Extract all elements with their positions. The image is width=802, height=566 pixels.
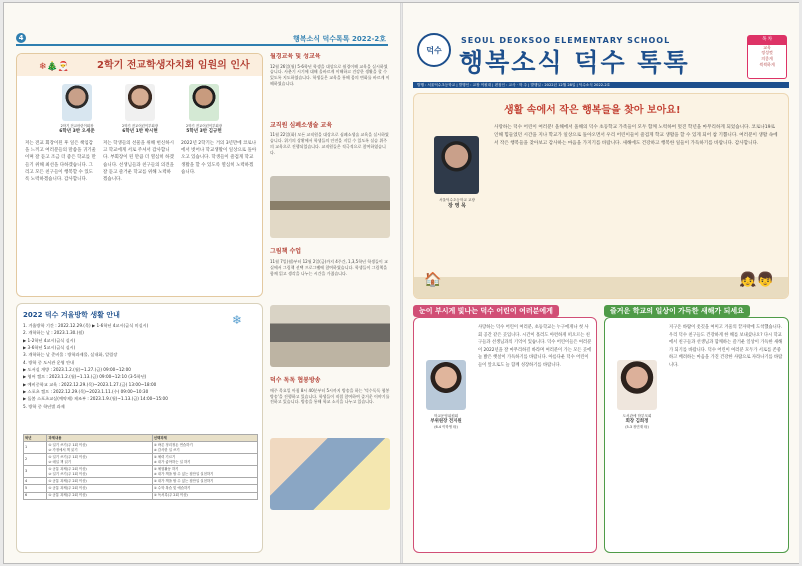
council-section (16, 53, 263, 297)
winter-item: ▶ 1-2학년 4교시(급식 실시) (23, 337, 76, 343)
greeting-section (413, 93, 789, 299)
table-cell: ① 일기 쓰기(주 1회 이상) ② 매일 책 읽기 (47, 454, 152, 466)
teacher2-section (604, 317, 789, 553)
table-cell: ① 공통 과제(주 2회 이상) (47, 485, 152, 492)
table-cell: 2 (24, 454, 47, 466)
school-seal-logo (417, 33, 451, 67)
teacher2-text: 지구온 바람이 옷깃을 여미고 겨울의 끝자락에 도착했습니다. 우리 덕수 친구들도 건강하게 한 해를 보내셨나요? 다시 학교에서 친구들과 선생님과 함께하는 즐거운 일상이 가득한 새해가 되기를 바랍니다. 덕수 어린이 여러분 모두가 서로를 존중하고 배려하는 마음을 가진 건강한 사람으로 자라나기를 바랍니다. (669, 325, 783, 368)
index-item: 교육 (763, 44, 771, 50)
table-cell: ① 바른 정리정돈 연습하기 ② 감사한 일 쓰기 (152, 442, 257, 454)
winter-item: 3. 개학하는 날 준비물 : 방학과제물, 실내화, 알림장 (23, 352, 118, 358)
winter-item: ▶ 영어 캠프 : 2023.1.2.(월)~1.13.(금) 09:00~12:10 (3-5학년) (23, 374, 147, 380)
table-row (24, 454, 258, 466)
news2-text: 11월 22일(화) 모든 교직원을 대상으로 심폐소생술 교육을 실시하였습니다. 위기의 상황에서 학생들의 안전을 지킬 수 있도록 실습 위주의 교육으로 진행되었습니다. 교직원들은 적극적으로 참여하였습니다. (270, 132, 389, 155)
table-header: 과제내용 (47, 435, 152, 442)
council-member-1-name: 6학년 3반 오세준 (59, 129, 95, 134)
kids-icon: 🏠 (424, 272, 442, 288)
table-cell: 1 (24, 442, 47, 454)
council-member-2-role: 2학기 전교어린이부회장 (122, 124, 158, 128)
teacher1-text: 사랑하는 덕수 어린이 여러분, 초등학교는 누구에게나 첫 사회 공간 같은 곳입니다. 시간이 흘러도 아련하게 떠오르는 친구들과 선생님과의 기억이 있습니다. 덕수 어린이들은 여러분이 2022년을 잘 마무리하길 바라며 여러분이 가는 모든 곳에 늘 밝은 햇살이 가득하기를 바랍니다. 아름다운 덕수 어린이들이 앞으로도 늘 함께 성장하기를 바랍니다. (478, 325, 592, 368)
winter-section (16, 303, 263, 553)
homework-table (23, 434, 258, 500)
council-banner (17, 54, 263, 76)
teacher2-title: 즐거운 학교의 일상이 가득한 새해가 되세요 (604, 305, 750, 317)
council-photo-3 (189, 84, 219, 121)
table-header: 학년 (24, 435, 47, 442)
council-member-3-name: 5학년 3반 김규헌 (186, 129, 222, 134)
winter-item: ▶ 스포츠 캠프 : 2022.12.29.(목)~2023.1.11.(수) 09:00~10:30 (23, 389, 149, 395)
table-cell: ① 공통 과제(주 2회 이상) (47, 492, 152, 499)
table-row (24, 478, 258, 485)
index-head: 목 차 (748, 36, 786, 45)
winter-item: ▶ 도서실 개방 : 2023.1.2.(월)~1.27.(금) 09:00~12:00 (23, 367, 131, 373)
index-item: 의좋게 (761, 56, 773, 62)
snowflake-icon: ❄ (232, 313, 243, 327)
table-row (24, 485, 258, 492)
issue-info-bar: 발행 : 서울덕수초등학교 | 발행인 : 교장 이원대 | 편집인 : 교사 · 학 주 | 발행일 : 2022년 12월 28일 | 덕수소식 2022-2호 (413, 82, 789, 88)
kids-icon: 👧👦 (739, 272, 774, 288)
index-item: 씩씩하게 (759, 61, 775, 67)
christmas-decoration-icon: ❄🎄🎅 (39, 62, 69, 72)
winter-item: ▶ 예비중학교 교육 : 2022.12.29.(목)~2023.1.27.(금) 13:00~18:00 (23, 381, 157, 387)
broadcast-photo (270, 438, 390, 510)
children-illustration (414, 268, 789, 298)
index-item: 정성껏 (761, 50, 773, 56)
newsletter-spread (3, 2, 799, 564)
news1-title: 월경교육 및 성교육 (270, 53, 321, 60)
table-cell: 3 (24, 466, 47, 478)
principal-name: 장 영 목 (448, 203, 466, 209)
table-cell: ① 독서록(주 2회 이상) (152, 492, 257, 499)
table-row (24, 466, 258, 478)
header-rule (16, 44, 388, 46)
index-box (747, 35, 787, 79)
news2-title: 교직원 심폐소생술 교육 (270, 121, 333, 129)
winter-item: ▶ 3-6학년 5교시(급식 실시) (23, 345, 76, 351)
news3-text: 11월 7일(월)부터 12월 2일(금)까지 4주간, 1,3,5학년 학생들이 교실에서 그림책 선택 프로그램에 참여하였습니다. 학생들이 그림책을 함께 읽고 생각을 나누는 시간을 가졌습니다. (270, 259, 388, 276)
principal-photo (434, 136, 479, 194)
teacher2-caption: 도서관에 학부모회 (622, 414, 652, 418)
news1-text: 12월 26일(월) 5-6학년 학생을 대상으로 월경이해 교육을 실시하였습니다. 사춘기 시기에 대해 올바르게 이해하고 건강한 생활을 할 수 있도록 지도하였습니다. 학생들은 교육을 통해 몸의 변화를 바르게 이해하였습니다. (270, 63, 390, 87)
council-photo-1 (62, 84, 92, 121)
winter-items (23, 322, 233, 410)
left-page (4, 3, 400, 563)
table-header: 선택과제 (152, 435, 257, 442)
table-cell: ① 수학 복습 및 예습하기 (152, 485, 257, 492)
council-member-2-name: 6학년 1반 박시현 (122, 129, 158, 134)
news4-text: 매주 목요일 아침 8시 40분부터 5시까지 방송을 하는 '덕수독독 협봉방송'을 진행하고 있습니다. 학생들이 직접 참여하여 즐거운 이야기를 전하고 있습니다. 방송을 통해 학교 소식을 나누고 있습니다. (270, 387, 390, 405)
news-column (270, 53, 390, 553)
teacher1-title: 눈이 부시게 빛나는 덕수 어린이 여러분에게 (413, 305, 559, 317)
teacher1-sub: (6-4 이학생 母) (434, 425, 458, 429)
news3-title: 그림책 수업 (270, 248, 302, 256)
teacher2-sub: (5-3 장민재 母) (625, 425, 649, 429)
teacher2-photo (617, 360, 657, 410)
council-text-1: 저는 전교 회장이된 후 일은 책임감을 느끼고 여러분들의 말씀을 귀기울이며 잘 듣고 조금 더 좋은 학교를 만들기 위해 최선을 다하겠습니다. 그리고 모든 친구들이 행복할 수 있도록 노력하겠습니다. 감사합니다. (25, 141, 96, 182)
table-cell: ① 공통 과제(주 2회 이상) ② 일기 쓰기(주 1회 이상) (47, 466, 152, 478)
newsletter-title: 행복소식 덕수 톡톡 (459, 48, 690, 77)
winter-item: ▶ 돌봄 스포츠교실(예약제) 제조부 : 2023.1.9.(월)~1.13.(금) 14:00~15:00 (23, 396, 168, 402)
council-member-1-role: 2학기 전교어린이회장 (60, 124, 94, 128)
homework-table-wrap (23, 434, 258, 500)
cpr-photo (270, 176, 390, 238)
greeting-text: 사랑하는 덕수 어린이 여러분! 올해에서 올해의 덕수 초등학교 가족들이 모두 함께 노력하여 멋진 학년을 마무리하게 되었습니다. 코로나19로 인해 힘들었던 시간을 지나 학교가 일상으로 돌아오면서 우리 어린이들이 즐겁게 학교 생활을 할 수 있게 되어 참 기쁩니다. 여러분이 생활 속에서 작은 행복들을 찾아보고 감사하는 마음을 가지기를 바랍니다. 새해에도 건강하고 행복한 일들이 가득하기를 바랍니다. 감사합니다. (494, 125, 778, 147)
teacher1-caption: 학교운영위원회 (433, 414, 459, 418)
greeting-title: 생활 속에서 작은 행복들을 찾아 보아요! (504, 105, 681, 116)
table-cell: ① 체력 기르기 ② 내가 좋아하는 일 하기 (152, 454, 257, 466)
council-text-2: 저는 학생들의 선물을 위해 헌신하시고 학교에게 서로 주셔서 감사합니다. 부회장이 된 만큼 더 열심히 하겠습니다. 선생님들과 친구들의 의견을 잘 듣고 즐거운 학교를 위해 노력하겠습니다. (103, 141, 174, 182)
council-text-3: 2022년 2학기는 거의 3년만에 코로나에서 벗어나 학교생활이 일상으로 돌아오고 있습니다. 학생들이 즐겁게 학교생활을 할 수 있도록 열심히 노력하겠습니다. (181, 141, 257, 175)
principal-caption: 서울덕수초등학교 교장 (439, 198, 475, 202)
council-member-3-role: 2학기 전교어린이부회장 (186, 124, 222, 128)
table-cell: 6 (24, 492, 47, 499)
teacher1-photo (426, 360, 466, 410)
council-title: 2학기 전교학생자치회 임원의 인사 (97, 60, 250, 71)
page-number: 4 (16, 33, 26, 43)
right-page (403, 3, 799, 563)
teacher2-name: 회장 김희정 (625, 419, 649, 424)
running-head: 행복소식 덕수톡톡 2022-2호 (293, 35, 386, 43)
school-name-english: SEOUL DEOKSOO ELEMENTARY SCHOOL (461, 36, 671, 45)
news4-title: 덕수 독독 협봉방송 (270, 377, 321, 385)
table-cell: ① 체험활동 하기 ② 내가 책을 할 수 있는 집안일 실천하기 (152, 466, 257, 478)
winter-item: 1. 겨울방학 기간 : 2022.12.29.(목) ▶ 1-6학년 4교시(급식 미실시) (23, 323, 149, 328)
teacher1-section (413, 317, 597, 553)
seal-text: 덕수 (426, 46, 442, 55)
table-row (24, 442, 258, 454)
table-cell: 4 (24, 478, 47, 485)
winter-title: 2022 덕수 겨울방학 생활 안내 (23, 311, 120, 319)
winter-item: 4. 방학 중 도서관 운영 안내 (23, 359, 75, 365)
table-row (24, 492, 258, 499)
picturebook-photo (270, 305, 390, 367)
winter-item: 5. 방학 중 학년별 과제 (23, 403, 65, 409)
table-cell: ① 일기 쓰기(주 1회 이상) ② 가정에서 책 읽기 (47, 442, 152, 454)
teacher1-name: 부위원장 전지원 (430, 419, 462, 424)
table-cell: ① 공통 과제(주 2회 이상) (47, 478, 152, 485)
table-cell: ① 내가 책을 할 수 있는 집안일 실천하기 (152, 478, 257, 485)
winter-item: 2. 개학하는 날 : 2023.1.30.(월) (23, 330, 84, 336)
table-cell: 5 (24, 485, 47, 492)
council-photo-2 (125, 84, 155, 121)
